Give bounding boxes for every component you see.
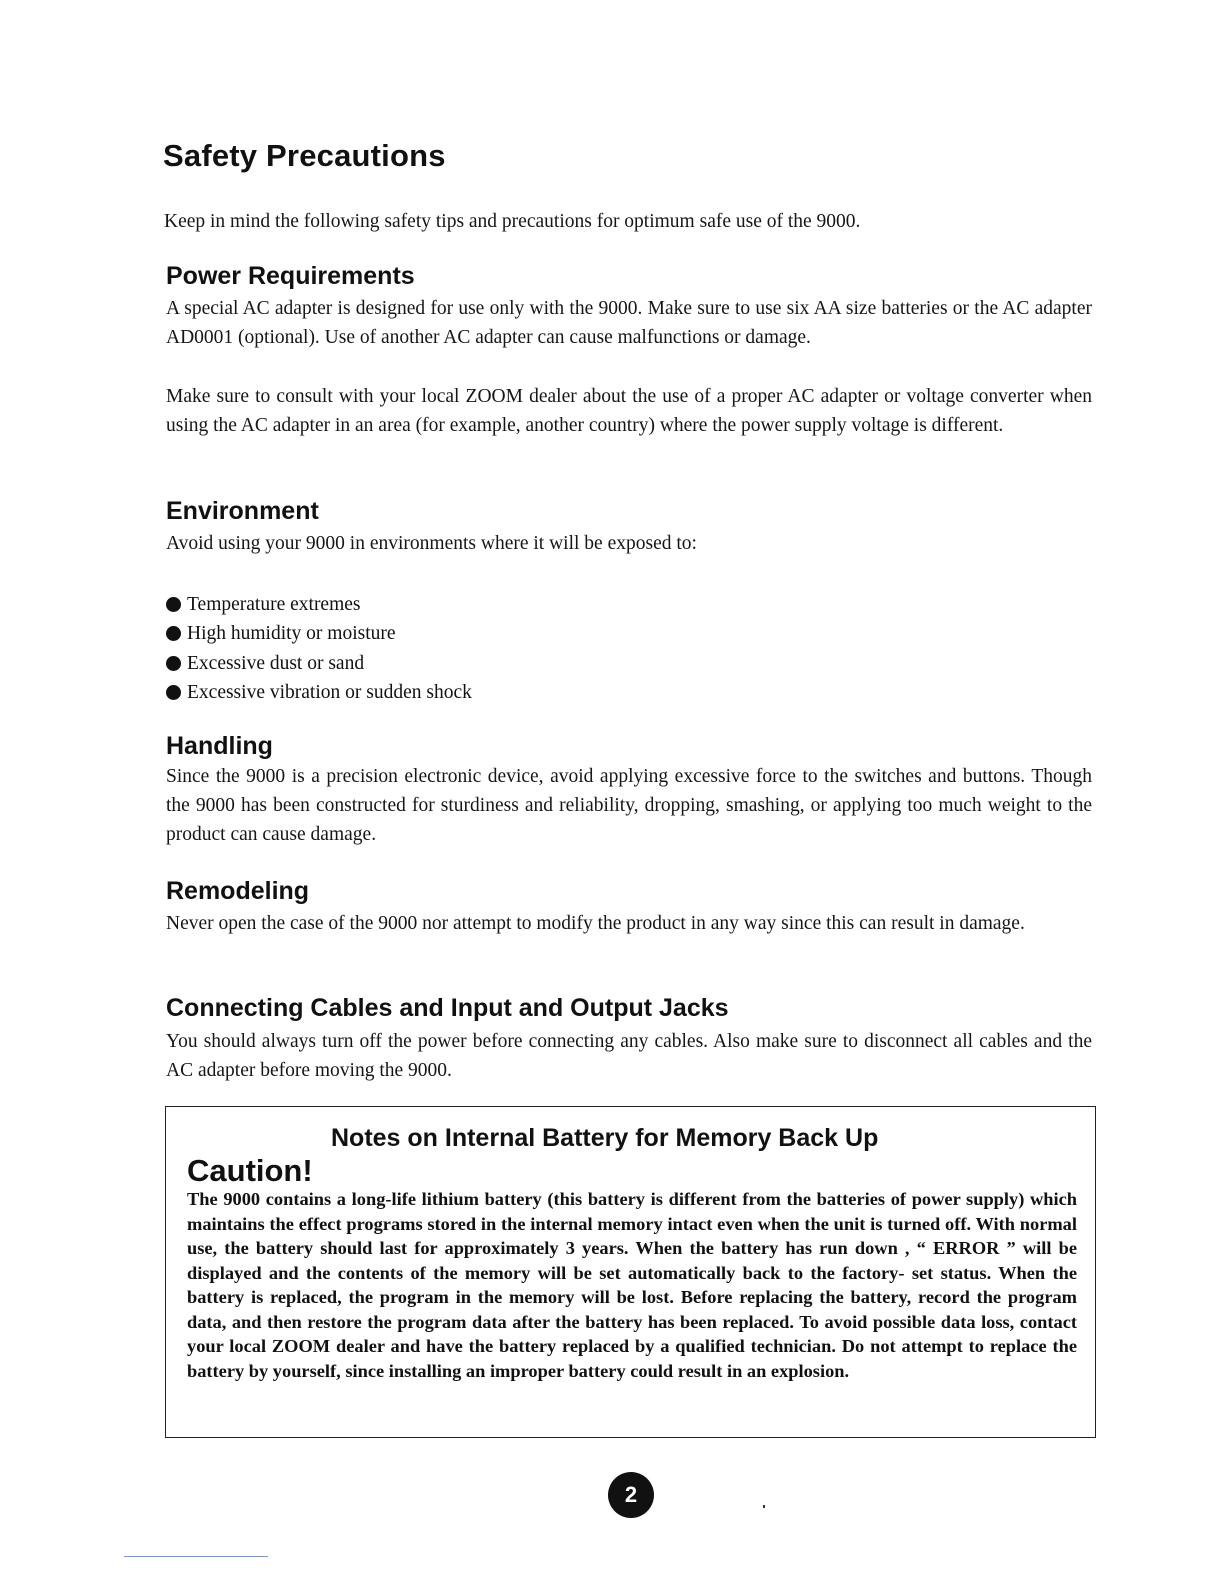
environment-text: Avoid using your 9000 in environments where it will be exposed to: (166, 533, 697, 554)
heading-remodeling: Remodeling (166, 877, 310, 905)
page-title: Safety Precautions (163, 138, 446, 173)
heading-connecting-cables: Connecting Cables and Input and Output Jacks (166, 994, 729, 1022)
power-paragraph-2: Make sure to consult with your local ZOOM dealer about the use of a proper AC adapter or voltage converter when using the AC adapter in an area (for example, another country) where the power supply voltage is different. (166, 386, 1092, 436)
bullet-icon (166, 626, 181, 641)
footer-rule (124, 1556, 268, 1557)
connecting-text: You should always turn off the power before connecting any cables. Also make sure to disconnect all cables and the AC adapter before moving the 9000. (166, 1031, 1092, 1081)
remodeling-text: Never open the case of the 9000 nor attempt to modify the product in any way since this can result in damage. (166, 913, 1025, 934)
caution-box (165, 1106, 1096, 1438)
list-item: Temperature extremes (166, 590, 472, 619)
heading-handling: Handling (166, 732, 273, 760)
heading-power-requirements: Power Requirements (166, 262, 415, 290)
bullet-icon (166, 685, 181, 700)
list-item: Excessive dust or sand (166, 649, 472, 678)
handling-text: Since the 9000 is a precision electronic device, avoid applying excessive force to the switches and buttons. Though the 9000 has been constructed for sturdiness and reliability, dropping, smashing, or applying too much weight to the product can cause damage. (166, 766, 1092, 845)
bullet-icon (166, 597, 181, 612)
intro-text: Keep in mind the following safety tips and precautions for optimum safe use of the 9000. (164, 211, 861, 232)
heading-environment: Environment (166, 497, 319, 525)
bullet-icon (166, 656, 181, 671)
caution-text: The 9000 contains a long-life lithium battery (this battery is different from the batteries of power supply) which maintains the effect programs stored in the internal memory intact even when the unit is turned off. With normal use, the battery should last for approximately 3 years. When the battery has run down , “ ERROR ” will be displayed and the contents of the memory will be set automatically back to the factory- set status. When the battery is replaced, the program in the memory will be lost. Before replacing the battery, record the program data, and then restore the program data after the battery has been replaced. To avoid possible data loss, contact your local ZOOM dealer and have the battery replaced by a qualified technician. Do not attempt to replace the battery by yourself, since installing an improper battery could result in an explosion. (187, 1189, 1077, 1381)
scan-speck (763, 1505, 765, 1508)
caution-title: Caution! (187, 1153, 313, 1188)
environment-list (166, 590, 472, 707)
power-paragraph-1: A special AC adapter is designed for use only with the 9000. Make sure to use six AA size batteries or the AC adapter AD0001 (optional). Use of another AC adapter can cause malfunctions or damage. (166, 298, 1092, 348)
caution-notes-title: Notes on Internal Battery for Memory Back Up (331, 1124, 879, 1152)
list-item: High humidity or moisture (166, 619, 472, 648)
list-item: Excessive vibration or sudden shock (166, 678, 472, 707)
page-number-badge: 2 (608, 1472, 654, 1518)
